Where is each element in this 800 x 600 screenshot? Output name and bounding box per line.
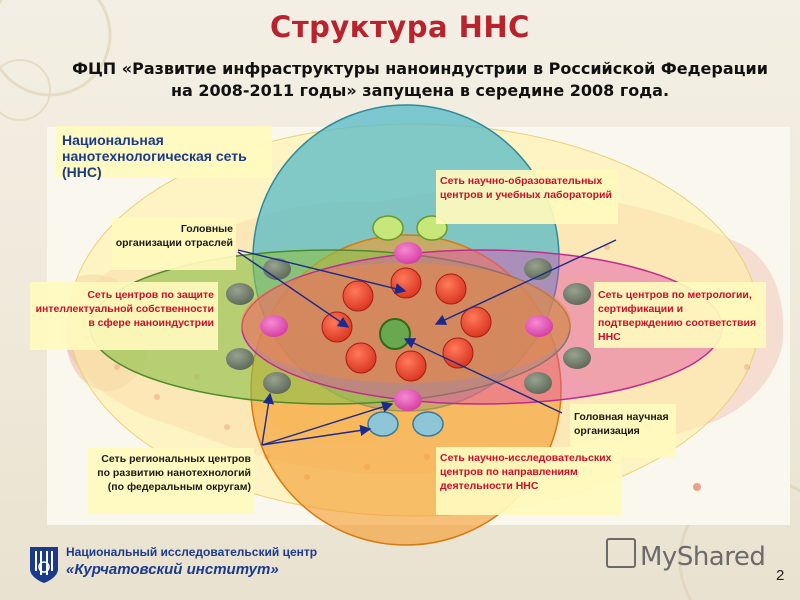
regional-network-label: Сеть региональных центров по развитию нанотехнологий (по федеральным округам) [88,448,254,514]
ip-gray-node [226,283,254,305]
myshared-watermark [606,538,765,572]
metrology-pink-node [525,315,553,337]
ip-gray-node [226,348,254,370]
head-org-node [343,281,373,311]
ip-network-label: Сеть центров по защите интеллектуальной собственности в сфере наноиндустрии [30,282,218,350]
head-science-label: Головная научная организация [570,404,676,458]
research-node [413,412,443,436]
footer-org-name: Национальный исследовательский центр [66,545,318,559]
head-org-node [461,307,491,337]
ip-gray-node [263,372,291,394]
watermark-text: MyShared [640,542,766,572]
presentation-icon [606,538,636,568]
kurchatov-logo-icon [28,545,60,585]
metrology-gray-node [563,283,591,305]
metrology-network-label: Сеть центров по метрологии, сертификации и подтверждению соответствия ННС [594,282,766,348]
metrology-gray-node [563,347,591,369]
page-number: 2 [776,567,785,584]
footer-institute-name: «Курчатовский институт» [66,561,279,578]
metrology-gray-node [524,372,552,394]
research-pink-node [394,389,422,411]
research-network-label: Сеть научно-исследовательских центров по направлениям деятельности ННС [436,447,622,515]
head-science-node [380,319,410,349]
education-node [373,216,403,240]
slide-subtitle: ФЦП «Развитие инфраструктуры наноиндустрии в Российской Федерации на 2008-2011 годы» запущена в середине 2008 года. [72,59,768,100]
head-org-node [436,274,466,304]
research-node [368,412,398,436]
head-org-node [396,351,426,381]
head-orgs-label: Головные организации отраслей [112,218,236,270]
education-pink-node [394,242,422,264]
nnc-label: Национальная нанотехнологическая сеть (ННС) [56,126,272,178]
ip-pink-node [260,315,288,337]
head-org-node [346,343,376,373]
slide-title: Структура ННС [270,10,530,44]
head-org-node [391,268,421,298]
education-network-label: Сеть научно-образовательных центров и учебных лабораторий [436,170,618,224]
